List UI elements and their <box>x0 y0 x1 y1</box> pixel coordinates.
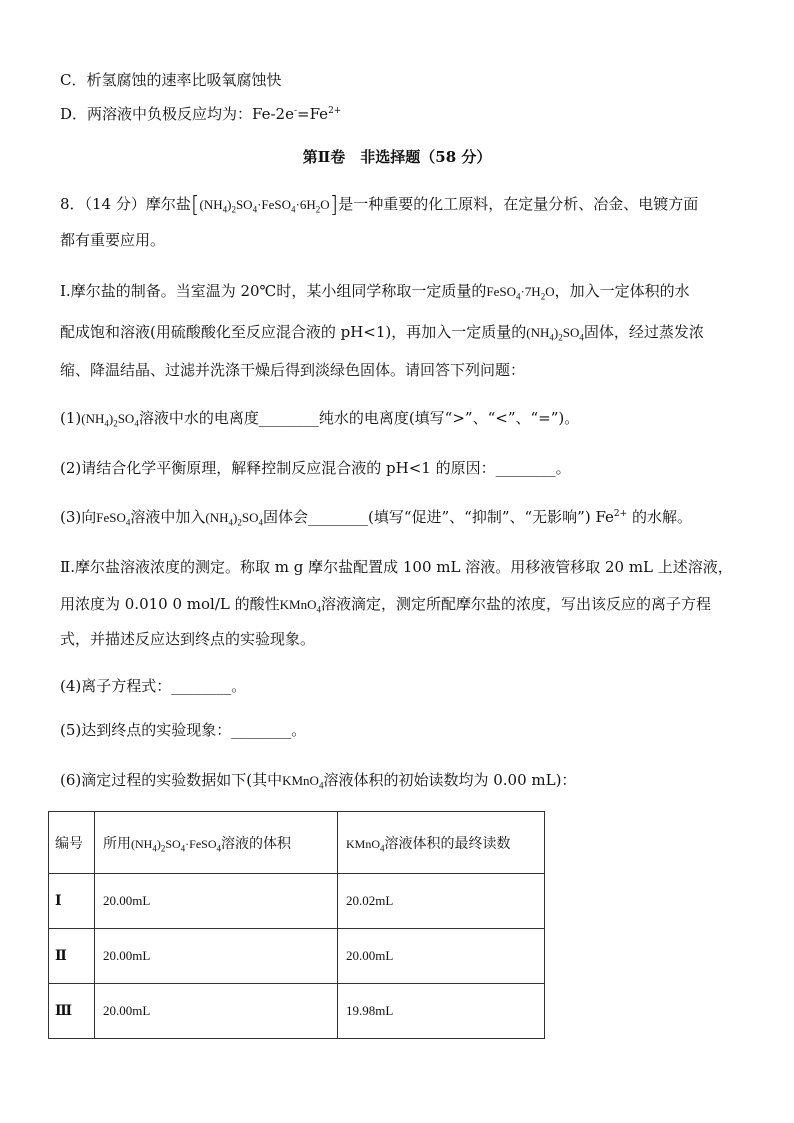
titration-data-table <box>48 811 545 1039</box>
formula-sub: 2 <box>540 291 546 302</box>
row-id: Ⅰ <box>49 874 95 929</box>
formula-part: FeSO <box>486 284 516 299</box>
row-volume-used: 20.00mL <box>95 929 338 984</box>
part1-line3: 缩、降温结晶、过滤并洗涤干燥后得到淡绿色固体。请回答下列问题： <box>60 361 526 379</box>
header-text: 溶液的体积 <box>221 835 292 852</box>
row-volume-used: 20.00mL <box>95 984 338 1039</box>
formula-sub: 4 <box>316 604 321 615</box>
mohr-salt-formula <box>199 197 330 215</box>
q8-intro-text: 是一种重要的化工原料，在定量分析、冶金、电镀方面 <box>338 195 699 213</box>
formula-part: ) <box>553 325 559 340</box>
ammonium-sulfate-formula: $(NH_4)_2SO_4$ <box>205 510 263 528</box>
formula-part: ·6H <box>295 197 316 212</box>
kmno4-formula: KMnO$_4$ <box>282 773 324 791</box>
ammonium-sulfate-formula: $(NH_4)_2SO_4$ <box>81 411 139 429</box>
q8-intro <box>60 194 698 216</box>
part1-line1 <box>60 281 690 302</box>
part1-text: Ⅰ.摩尔盐的制备。当室温为 20℃时，某小组同学称取一定质量的 <box>60 282 487 300</box>
formula-part: KMnO <box>279 597 317 612</box>
charge-sup: - <box>293 106 298 116</box>
table-row <box>49 984 545 1039</box>
row-id: Ⅱ <box>49 929 95 984</box>
mohr-salt-formula: $(NH_4)_2SO_4\cdot FeSO_4$ <box>131 836 222 853</box>
q6-text: 溶液体积的初始读数均为 0.00 mL)： <box>323 771 577 789</box>
part2-line1: Ⅱ.摩尔盐溶液浓度的测定。称取 m g 摩尔盐配置成 100 mL 溶液。用移液管移取 20 mL 上述溶液， <box>60 558 733 576</box>
formula-part: ·7H <box>520 284 541 299</box>
row-volume-used: 20.00mL <box>95 874 338 929</box>
part1-text: ，加入一定体积的水 <box>554 282 690 300</box>
part2-text: 溶液滴定，测定所配摩尔盐的浓度，写出该反应的离子方程 <box>320 595 711 613</box>
q8-intro-line2: 都有重要应用。 <box>60 231 166 249</box>
formula-part: ·FeSO <box>257 197 292 212</box>
formula-part: (NH <box>199 197 223 212</box>
question-3 <box>60 507 692 528</box>
option-d-text: D．两溶液中负极反应均为：Fe-2e <box>60 105 294 123</box>
q1-text: 溶液中水的电离度________纯水的电离度(填写“>”、“<”、“=”)。 <box>138 409 580 427</box>
question-5: (5)达到终点的实验现象：________。 <box>60 721 307 739</box>
formula-part: O <box>545 284 555 299</box>
formula-sub: 4 <box>291 204 296 215</box>
formula-part: SO <box>562 325 580 340</box>
row-final-reading: 20.00mL <box>338 929 545 984</box>
part1-line2 <box>60 322 704 343</box>
part2-line3: 式，并描述反应达到终点的实验现象。 <box>60 630 316 648</box>
header-final-reading <box>338 812 545 874</box>
q1-num: (1) <box>60 409 82 427</box>
q8-label: 8．（14 分）摩尔盐 <box>60 195 191 213</box>
charge-sup: 2+ <box>613 509 628 519</box>
q3-text: 溶液中加入 <box>130 508 206 526</box>
row-id: Ⅲ <box>49 984 95 1039</box>
formula-sub: 2 <box>315 204 321 215</box>
row-final-reading: 20.02mL <box>338 874 545 929</box>
part1-text: 固体，经过蒸发浓 <box>583 323 704 341</box>
charge-sup: 2+ <box>328 106 342 116</box>
table-row <box>49 929 545 984</box>
formula-part: SO <box>235 197 253 212</box>
section-title: 第Ⅱ卷 非选择题（58 分） <box>302 148 492 166</box>
row-final-reading: 19.98mL <box>338 984 545 1039</box>
formula-sub: 4 <box>252 204 258 215</box>
formula-part: (NH <box>526 325 550 340</box>
table-header-row <box>49 812 545 874</box>
header-id: 编号 <box>49 812 95 874</box>
q3-text: 的水解。 <box>627 508 692 526</box>
feso4-formula: FeSO$_4$ <box>96 510 131 528</box>
header-text: 所用 <box>103 835 131 852</box>
bracket-right: ] <box>329 193 339 218</box>
option-c: C．析氢腐蚀的速率比吸氧腐蚀快 <box>60 71 282 89</box>
table-row <box>49 874 545 929</box>
question-4: (4)离子方程式：________。 <box>60 677 247 695</box>
question-2: (2)请结合化学平衡原理，解释控制反应混合液的 pH<1 的原因：________。 <box>60 459 571 477</box>
option-d <box>60 104 341 124</box>
q3-text: 固体会________(填写“促进”、“抑制”、“无影响”) Fe <box>262 508 614 526</box>
formula-part: ) <box>227 197 232 212</box>
bracket-left: [ <box>190 193 200 218</box>
question-1 <box>60 408 579 429</box>
kmno4-formula <box>279 597 321 615</box>
feso4-formula <box>486 284 555 302</box>
option-d-mid: =Fe <box>297 105 329 123</box>
q3-num: (3)向 <box>60 508 97 526</box>
formula-sub: 4 <box>549 332 554 343</box>
question-6 <box>60 770 576 791</box>
q6-text: (6)滴定过程的实验数据如下(其中 <box>60 771 283 789</box>
part2-text: 用浓度为 0.010 0 mol/L 的酸性 <box>60 595 280 613</box>
header-text: 溶液体积的最终读数 <box>384 835 511 852</box>
formula-sub: 4 <box>222 204 228 215</box>
formula-sub: 4 <box>579 332 584 343</box>
kmno4-formula: KMnO$_4$ <box>346 836 385 853</box>
ammonium-sulfate-formula <box>526 325 584 343</box>
part1-text: 配成饱和溶液(用硫酸酸化至反应混合液的 pH<1)，再加入一定质量的 <box>60 323 527 341</box>
formula-sub: 4 <box>515 291 521 302</box>
formula-sub: 2 <box>231 204 236 215</box>
formula-sub: 2 <box>558 332 563 343</box>
part2-line2 <box>60 594 711 615</box>
header-volume-used <box>95 812 338 874</box>
formula-part: O <box>320 197 330 212</box>
